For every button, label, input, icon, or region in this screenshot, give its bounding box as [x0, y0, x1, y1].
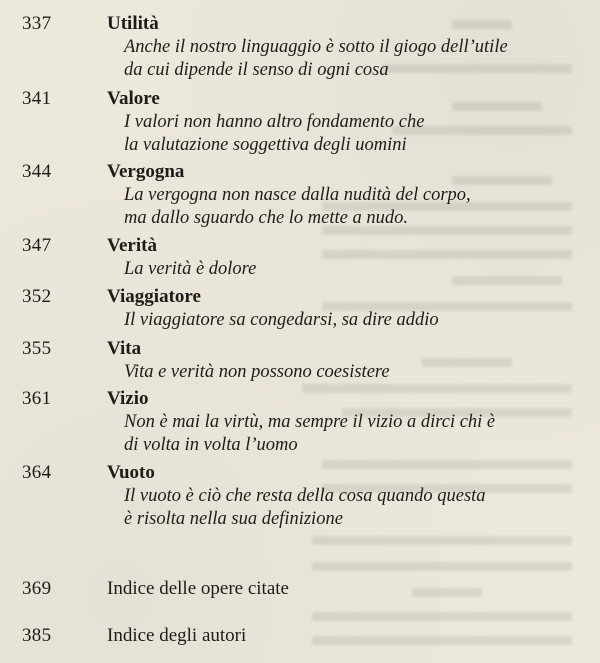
- toc-entry-quote: [124, 361, 574, 384]
- toc-entry-title: Vergogna: [107, 161, 185, 182]
- quote-line: Anche il nostro linguaggio è sotto il giogo dell’utile: [124, 37, 508, 57]
- toc-entry-quote: [124, 411, 574, 457]
- index-title: Indice delle opere citate: [107, 578, 289, 599]
- quote-line: da cui dipende il senso di ogni cosa: [124, 60, 389, 80]
- toc-entry-title: Vita: [107, 338, 142, 359]
- quote-line: la valutazione soggettiva degli uomini: [124, 135, 407, 155]
- toc-entry-quote: [124, 485, 574, 531]
- toc-entry-title: Valore: [107, 88, 160, 109]
- toc-entry-title: Viaggiatore: [107, 286, 201, 307]
- toc-page-number: 364: [22, 462, 52, 483]
- toc-entry-quote: [124, 184, 574, 230]
- toc-entry-title: Vizio: [107, 388, 149, 409]
- quote-line: di volta in volta l’uomo: [124, 435, 298, 455]
- index-page-number: 369: [22, 578, 52, 599]
- quote-line: Il vuoto è ciò che resta della cosa quando questa: [124, 486, 486, 506]
- quote-line: La verità è dolore: [124, 259, 257, 279]
- toc-page-number: 352: [22, 286, 52, 307]
- toc-page-number: 344: [22, 161, 52, 182]
- toc-entry-quote: [124, 36, 574, 82]
- quote-line: ma dallo sguardo che lo mette a nudo.: [124, 208, 408, 228]
- quote-line: Il viaggiatore sa congedarsi, sa dire addio: [124, 310, 439, 330]
- toc-entry-quote: [124, 258, 574, 281]
- quote-line: Non è mai la virtù, ma sempre il vizio a dirci chi è: [124, 412, 496, 432]
- index-title: Indice degli autori: [107, 625, 247, 646]
- quote-line: I valori non hanno altro fondamento che: [124, 112, 425, 132]
- index-page-number: 385: [22, 625, 52, 646]
- toc-page-number: 341: [22, 88, 52, 109]
- quote-line: La vergogna non nasce dalla nudità del corpo,: [124, 185, 471, 205]
- toc-entry-title: Utilità: [107, 13, 159, 34]
- toc-page-number: 337: [22, 13, 52, 34]
- toc-entry-title: Verità: [107, 235, 157, 256]
- toc-entry-quote: [124, 309, 574, 332]
- quote-line: Vita e verità non possono coesistere: [124, 362, 390, 382]
- toc-page-number: 361: [22, 388, 52, 409]
- toc-page-number: 355: [22, 338, 52, 359]
- toc-page-number: 347: [22, 235, 52, 256]
- toc-entry-title: Vuoto: [107, 462, 155, 483]
- quote-line: è risolta nella sua definizione: [124, 509, 343, 529]
- toc-entry-quote: [124, 111, 574, 157]
